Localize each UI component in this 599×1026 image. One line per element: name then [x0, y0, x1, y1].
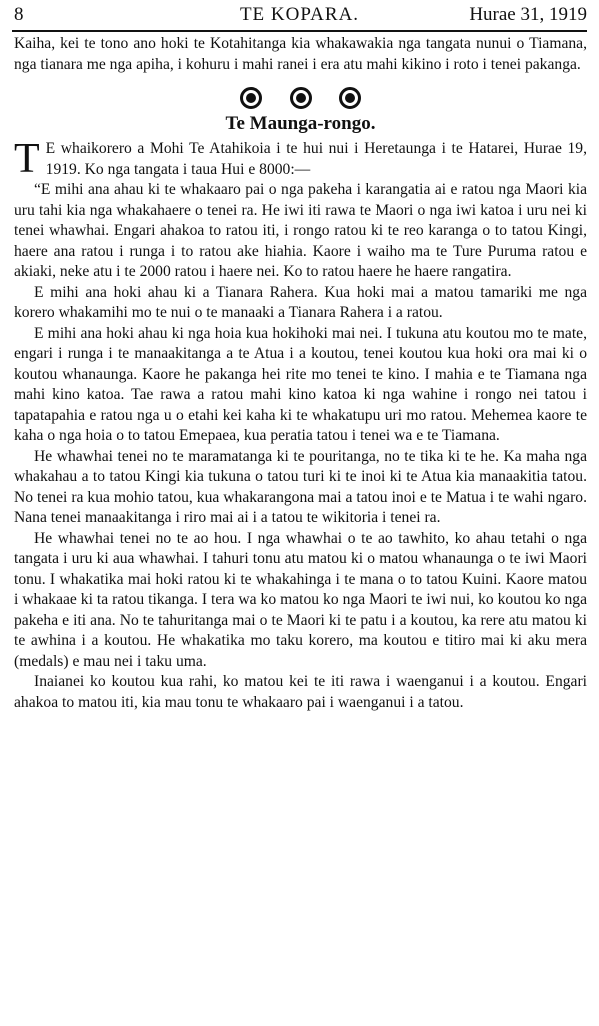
page-number: 8 [14, 4, 24, 25]
header-rule [12, 30, 587, 32]
ornament-divider [14, 81, 587, 109]
article-heading: Te Maunga-rongo. [225, 113, 376, 134]
intro-paragraph: Kaiha, kei te tono ano hoki te Kotahitanga kia whakawakia nga tangata nunui o Tiamana, nga tianara me nga apiha, i kohuru i mahi ranei i era atu mahi kikino i roto i tenei pakanga. [14, 35, 587, 73]
article-paragraph: E mihi ana hoki ahau ki nga hoia kua hokihoki mai nei. I tukuna atu koutou mo te mate, engari i runga i te manaakitanga a te Atua i a koutou, tenei koutou kua hoki ora mai ki o koutou whanaunga. Kaore he pakanga hei rite mo tenei te kino. I mahia e te Tiamana nga mahi kino katoa. Tae rawa a ratou mahi kino katoa ki nga wahine i rongo nei tatou i tapatapahia e ratou nga u o etahi kei kaha ki te whakatupu uri mo ratou. Mehemea kaore te kaha o nga hoia o to tatou Emepaea, kua peratia tatou i tenei wa e te Tiamana. [14, 324, 587, 444]
article-paragraph: He whawhai tenei no te maramatanga ki te pouritanga, no te tika ki te he. Ka maha nga whakahau a to tatou Kingi kia tukuna o tatou turi ki te inoi ki te Atua kia manaakitia tatou. No tenei ra kua mohio tatou, kua whakarangona mai a tatou inoi e te Matua i te wahi ngaro. Nana tenei manaakitanga i riro mai ai i a tatou te wikitoria i tenei ra. [14, 447, 587, 526]
ornament-icon [290, 87, 312, 109]
article-paragraph: Inaianei ko koutou kua rahi, ko matou kei te iti rawa i waenganui i a koutou. Engari ahakoa to matou iti, kia mau tonu te whakaaro pai i waenganui i a tatou. [14, 673, 587, 711]
ornament-icon [339, 87, 361, 109]
drop-cap: T [14, 136, 40, 182]
article-paragraph: “E mihi ana ahau ki te whakaaro pai o nga pakeha i karangatia ai e ratou nga Maori kia uru tahi kia nga whakahaere o tenei ra. He iwi iti rawa te Maori o nga iwi katoa i uru nei ki tenei whawhai. Engari ahakoa to ratou iti, i rongo ratou ki te reo karanga o to tatou Kingi, haere ana ratou i runga i to ratou ake hiahia. Kaore i waiho ma te Ture Puruma ratou e akiaki, neke atu i te 2000 ratou i haere nei. Ko to ratou haere he haere rangatira. [14, 181, 587, 280]
issue-date: Hurae 31, 1919 [469, 4, 587, 25]
page-header [12, 2, 587, 28]
article-paragraph: E mihi ana hoki ahau ki a Tianara Rahera. Kua hoki mai a matou tamariki me nga korero whakamihi mo te nui o te manaaki a Tianara Rahera i a ratou. [14, 283, 587, 321]
ornament-icon [240, 87, 262, 109]
publication-title: TE KOPARA. [239, 4, 360, 25]
lead-paragraph [14, 136, 587, 182]
article-paragraph: He whawhai tenei no te ao hou. I nga whawhai o te ao tawhito, ko ahau tetahi o nga tangata i uru ki aua whawhai. I tahuri tonu atu matou ki o matou whanaunga o te iwi Maori tonu. I whakatika mai hoki ratou ki te whakahinga i te mana o to tatou Kuini. Kaore matou i whakaae ki ta ratou tikanga. I tera wa ko matou ko nga Maori te iwi nui, ko koutou ko nga pakeha e iti ana. No te tahuritanga mai o te Maori ki te patu i a koutou, ka rere atu matou ki te awhina i a koutou. He whakatika mo taku korero, ma koutou e titiro mai ki aku mera (medals) e mau nei i taku uma. [14, 529, 587, 670]
lead-text: E whaikorero a Mohi Te Atahikoia i te hui nui i Heretaunga i te Hatarei, Hurae 19, 1919. Ko nga tangata i taua Hui e 8000:— [45, 140, 587, 178]
article-body [14, 34, 587, 713]
